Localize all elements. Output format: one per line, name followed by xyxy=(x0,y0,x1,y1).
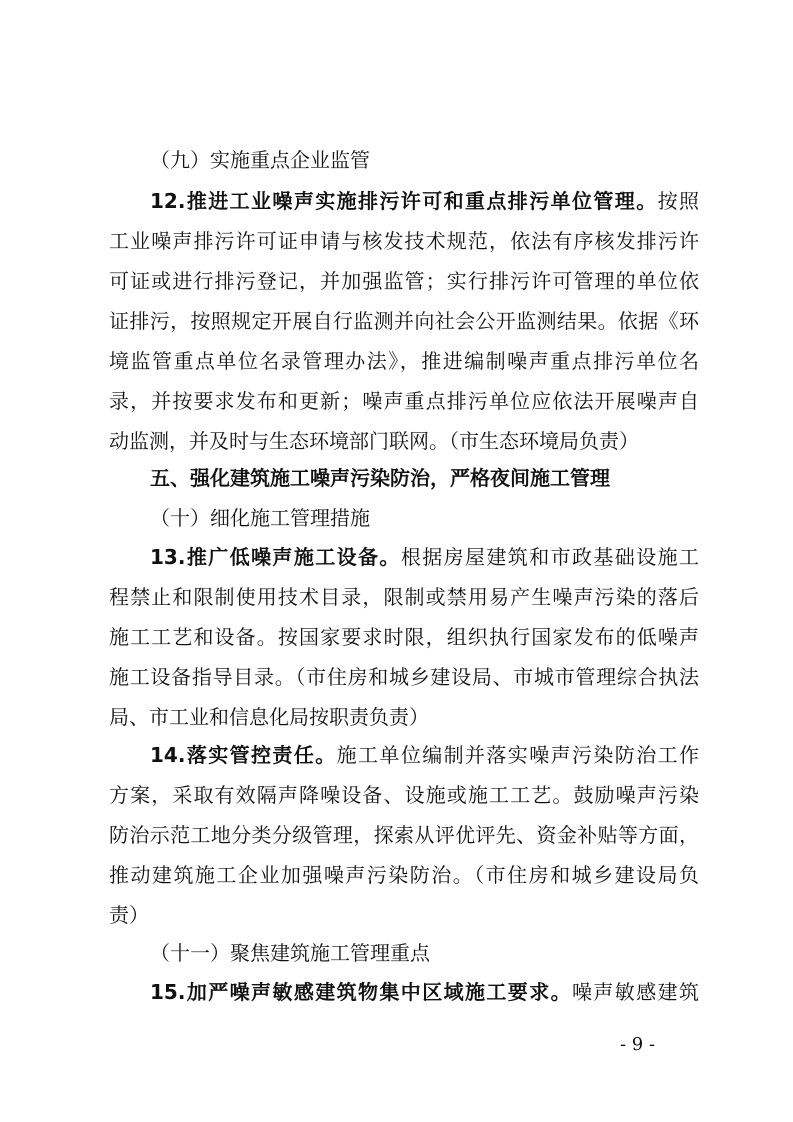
item-13-line-1 xyxy=(150,545,699,569)
item-12-line-3: 可证或进行排污登记，并加强监管；实行排污许可管理的单位依 xyxy=(109,269,699,293)
item-12-line-7: 动监测，并及时与生态环境部门联网。（市生态环境局负责） xyxy=(109,429,639,453)
section-10-heading: （十）细化施工管理措施 xyxy=(150,506,370,530)
item-13-lead: 13.推广低噪声施工设备。 xyxy=(150,545,401,569)
item-12-line-2: 工业噪声排污许可证申请与核发技术规范，依法有序核发排污许 xyxy=(109,229,699,253)
item-12-text-1: 按照 xyxy=(657,189,699,213)
item-12-line-6: 录，并按要求发布和更新；噪声重点排污单位应依法开展噪声自 xyxy=(109,389,699,413)
item-12-lead: 12.推进工业噪声实施排污许可和重点排污单位管理。 xyxy=(150,189,658,213)
item-14-line-4: 推动建筑施工企业加强噪声污染防治。（市住房和城乡建设局负 xyxy=(109,863,699,887)
item-13-line-3: 施工工艺和设备。按国家要求时限，组织执行国家发布的低噪声 xyxy=(109,625,699,649)
item-13-line-4: 施工设备指导目录。（市住房和城乡建设局、市城市管理综合执法 xyxy=(109,665,699,689)
item-15-text-1: 噪声敏感建筑 xyxy=(572,980,699,1004)
section-9-heading: （九）实施重点企业监管 xyxy=(150,148,370,172)
page-number: - 9 - xyxy=(620,1034,656,1055)
item-14-line-1 xyxy=(150,743,699,767)
item-12-line-1 xyxy=(150,189,699,213)
item-14-line-3: 防治示范工地分类分级管理，探索从评优评先、资金补贴等方面， xyxy=(109,823,699,847)
item-13-line-2: 程禁止和限制使用技术目录，限制或禁用易产生噪声污染的落后 xyxy=(109,585,699,609)
section-11-heading: （十一）聚焦建筑施工管理重点 xyxy=(150,941,430,965)
part-5-heading: 五、强化建筑施工噪声污染防治，严格夜间施工管理 xyxy=(150,466,610,490)
item-13-line-5: 局、市工业和信息化局按职责负责） xyxy=(109,705,429,729)
item-14-line-5: 责） xyxy=(109,903,149,927)
item-15-lead: 15.加严噪声敏感建筑物集中区域施工要求。 xyxy=(150,980,572,1004)
item-14-line-2: 方案，采取有效隔声降噪设备、设施或施工工艺。鼓励噪声污染 xyxy=(109,783,699,807)
item-14-text-1: 施工单位编制并落实噪声污染防治工作 xyxy=(336,743,699,767)
item-13-text-1: 根据房屋建筑和市政基础设施工 xyxy=(400,545,699,569)
item-15-line-1 xyxy=(150,980,699,1004)
item-12-line-4: 证排污，按照规定开展自行监测并向社会公开监测结果。依据《环 xyxy=(109,309,699,333)
item-14-lead: 14.落实管控责任。 xyxy=(150,743,337,767)
item-12-line-5: 境监管重点单位名录管理办法》，推进编制噪声重点排污单位名 xyxy=(109,349,699,373)
